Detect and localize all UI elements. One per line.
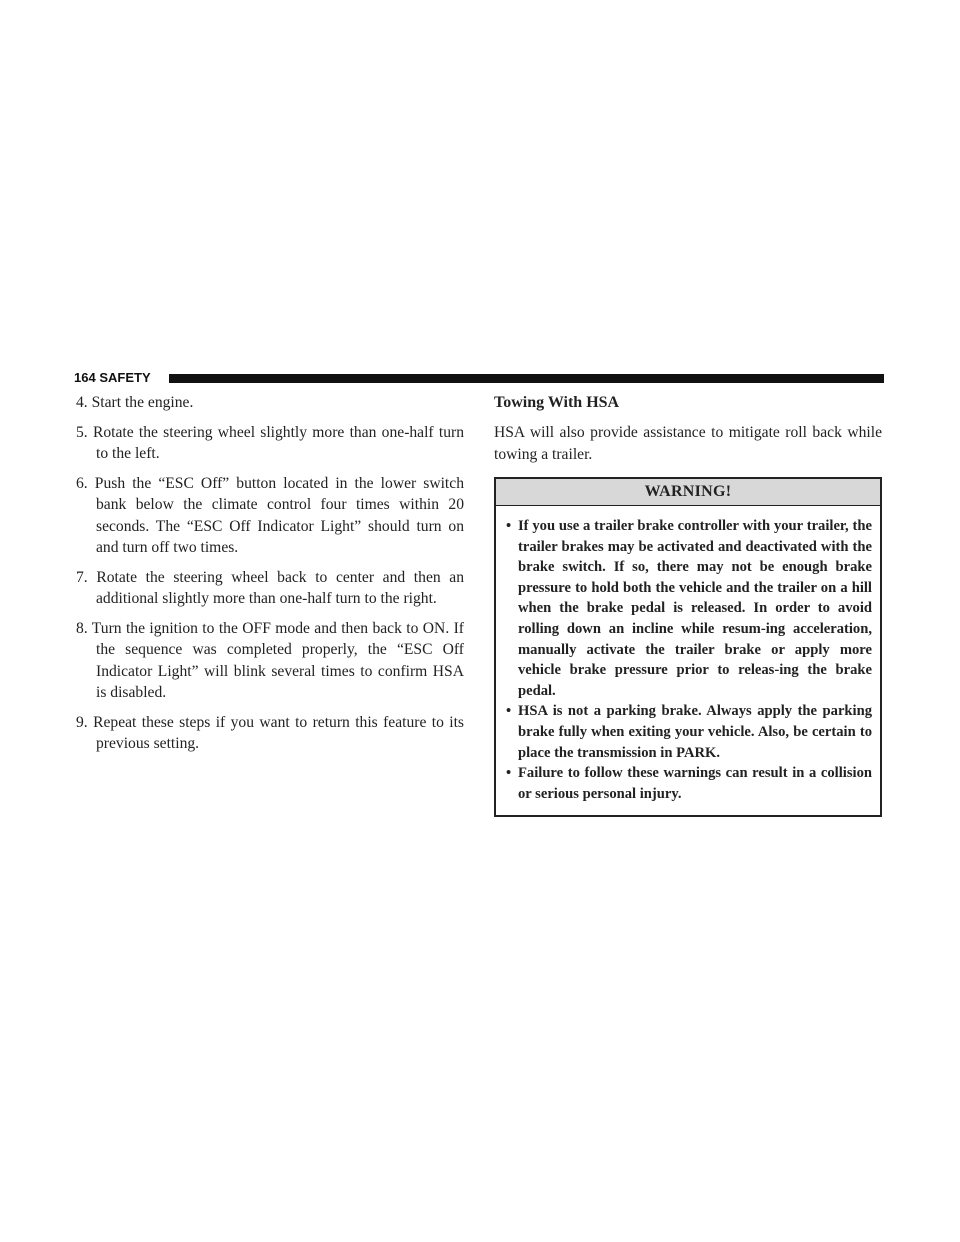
warning-item xyxy=(506,701,872,763)
step-4: 4. Start the engine. xyxy=(76,394,194,411)
step-6: 6. Push the “ESC Off” button located in the lower switch bank below the climate control four times within 20 seconds. The “ESC Off Indicator Light” should turn on and turn off two times. xyxy=(76,474,464,556)
section-body: HSA will also provide assistance to mitigate roll back while towing a trailer. xyxy=(494,424,882,463)
section-name: SAFETY xyxy=(99,370,151,385)
page-header xyxy=(74,371,884,385)
header-rule xyxy=(169,374,884,383)
warning-title: WARNING! xyxy=(496,479,880,506)
page-header-label xyxy=(74,371,151,385)
step-8: 8. Turn the ignition to the OFF mode and then back to ON. If the sequence was completed properly, the “ESC Off Indicator Light” will blink several times to confirm HSA is disabled. xyxy=(76,619,464,701)
left-column xyxy=(76,392,464,763)
bullet-icon: • xyxy=(506,703,512,720)
warning-item-text: Failure to follow these warnings can result in a collision or serious personal injury. xyxy=(518,765,872,802)
page-number: 164 xyxy=(74,370,96,385)
step-9: 9. Repeat these steps if you want to return this feature to its previous setting. xyxy=(76,713,464,752)
warning-item xyxy=(506,763,872,804)
warning-item xyxy=(506,516,872,701)
warning-item-text: HSA is not a parking brake. Always apply the parking brake fully when exiting your vehicle. Also, be certain to place the transmission in PARK. xyxy=(518,703,872,761)
warning-box xyxy=(494,477,882,817)
bullet-icon: • xyxy=(506,765,512,782)
warning-list xyxy=(496,506,880,815)
bullet-icon: • xyxy=(506,518,512,534)
step-7: 7. Rotate the steering wheel back to center and then an additional slightly more than one-half turn to the right. xyxy=(76,568,464,607)
warning-item-text: If you use a trailer brake controller with your trailer, the trailer brakes may be activated and deactivated with the brake switch. If so, there may not be enough brake pressure to hold both the vehicle and the trailer on a hill when the brake pedal is released. In order to avoid rolling down an incline while resum-ing acceleration, manually activate the trailer brake or apply more vehicle brake pressure prior to releas-ing the brake pedal. xyxy=(518,518,872,699)
step-5: 5. Rotate the steering wheel slightly more than one-half turn to the left. xyxy=(76,423,464,462)
right-column xyxy=(494,393,882,817)
section-title: Towing With HSA xyxy=(494,394,620,411)
